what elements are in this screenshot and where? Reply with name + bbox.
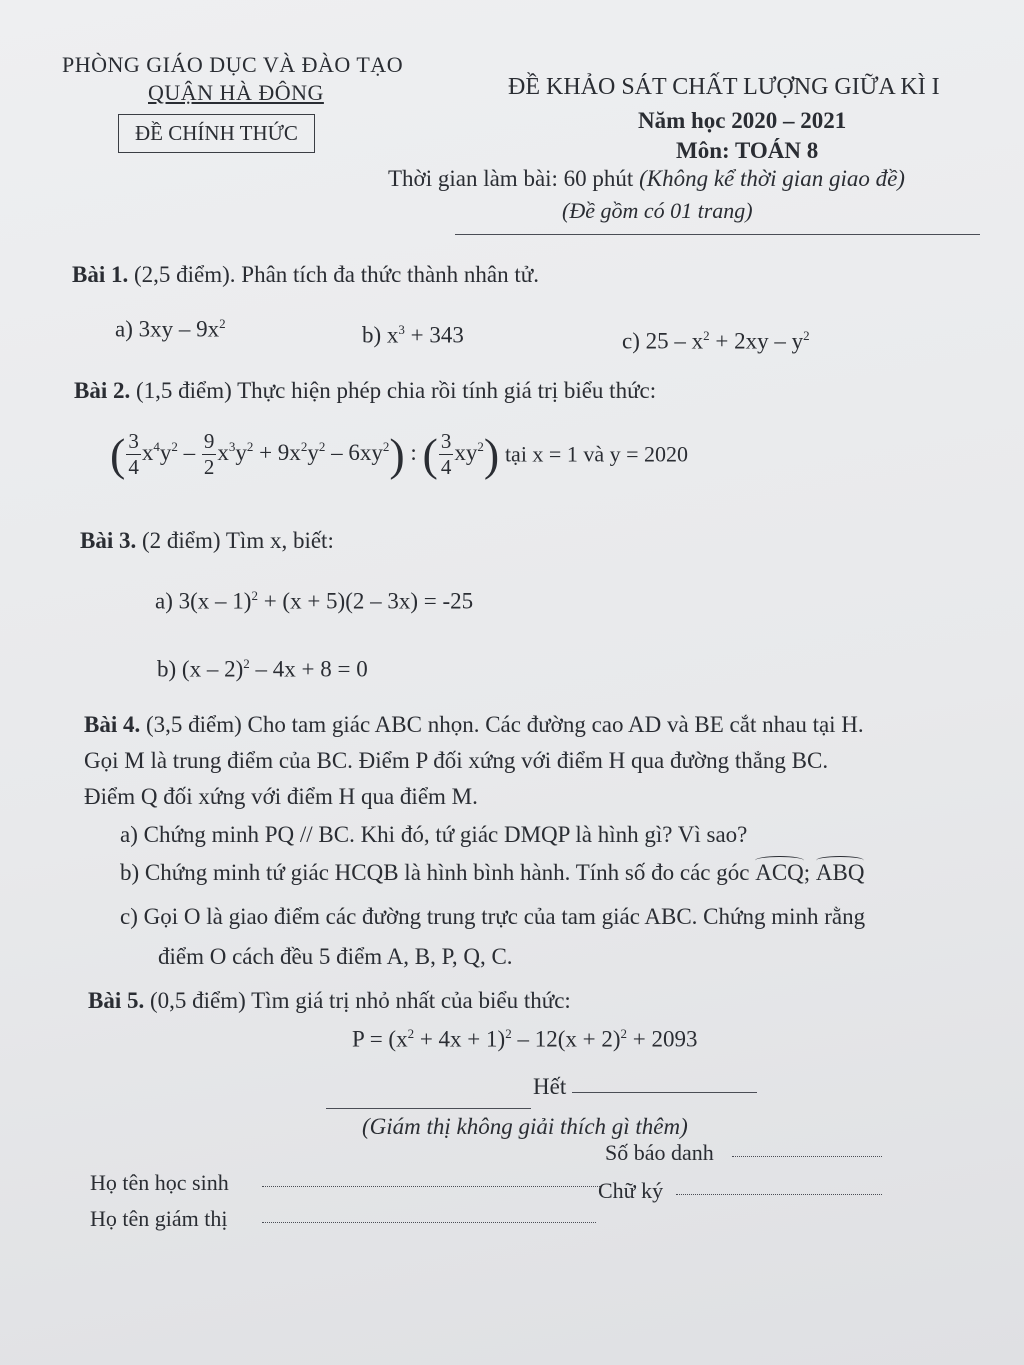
bai5-title: Bài 5.	[88, 988, 145, 1013]
bai3-b-label: b)	[157, 656, 177, 682]
header-rule	[455, 234, 980, 235]
bai5-desc: (0,5 điểm) Tìm giá trị nhỏ nhất của biểu thức:	[149, 988, 571, 1013]
candidate-no-label: Số báo danh	[605, 1140, 714, 1165]
time-note: (Không kể thời gian giao đề)	[639, 166, 905, 191]
bai3-a-label: a)	[155, 588, 173, 614]
bai4-desc-line3: Điểm Q đối xứng với điểm H qua điểm M.	[84, 784, 478, 809]
bai3-a: a) 3(x – 1)$^2$ + (x + 5)(2 – 3x) = -25	[155, 588, 474, 614]
bai1-b: b) $x^3 + 343$	[362, 322, 464, 348]
bai4-b	[120, 860, 864, 886]
time-label: Thời gian làm bài: 60 phút	[388, 166, 634, 191]
bai4-heading	[84, 712, 864, 738]
bai2-expression: ( $\frac{3}{4}$ $x^4y^2$ – $\frac{9}{2}$ $x^3y^2 + 9x^2y^2 - 6xy^2$) : ( $\frac{3}{4}$ $xy^2$) tại x = 1 và y = 2020	[110, 429, 689, 480]
bai1-a: a) $3xy - 9x^2$	[115, 316, 226, 342]
time-info	[388, 166, 905, 192]
proctor-note: (Giám thị không giải thích gì thêm)	[362, 1114, 688, 1139]
student-name-label: Họ tên học sinh	[90, 1170, 229, 1195]
angle-separator: ;	[803, 860, 811, 885]
candidate-no-field[interactable]	[732, 1156, 882, 1157]
bai3-heading	[80, 528, 334, 554]
bai1-desc: (2,5 điểm). Phân tích đa thức thành nhân tử.	[133, 262, 539, 287]
bai1-c-label: c)	[622, 328, 640, 354]
department-line2: QUẬN HÀ ĐÔNG	[148, 80, 324, 105]
school-year: Năm học 2020 – 2021	[638, 108, 847, 133]
signature-label: Chữ ký	[598, 1178, 664, 1203]
bai2-desc: (1,5 điểm) Thực hiện phép chia rồi tính giá trị biểu thức:	[135, 378, 657, 403]
bai1-c: c) $25 - x^2 + 2xy - y^2$	[622, 328, 810, 354]
department-line1: PHÒNG GIÁO DỤC VÀ ĐÀO TẠO	[62, 52, 404, 77]
bai4-title: Bài 4.	[84, 712, 141, 737]
end-rule-right	[572, 1092, 757, 1093]
bai3-desc: (2 điểm) Tìm x, biết:	[141, 528, 334, 553]
bai4-desc-line1: (3,5 điểm) Cho tam giác ABC nhọn. Các đường cao AD và BE cắt nhau tại H.	[145, 712, 864, 737]
bai1-heading	[72, 262, 539, 288]
subject: Môn: TOÁN 8	[676, 138, 819, 163]
bai1-a-label: a)	[115, 316, 133, 342]
official-label: ĐỀ CHÍNH THỨC	[118, 114, 315, 153]
proctor-name-field[interactable]	[262, 1222, 596, 1223]
bai4-b-text: b) Chứng minh tứ giác HCQB là hình bình hành. Tính số đo các góc	[120, 860, 750, 885]
bai3-b: b) (x – 2)$^2$ – 4x + 8 = 0	[157, 656, 368, 682]
pages-note: (Đề gồm có 01 trang)	[562, 198, 753, 223]
angle-abq: ABQ	[815, 860, 865, 885]
bai4-desc-line2: Gọi M là trung điểm của BC. Điểm P đối xứng với điểm H qua đường thẳng BC.	[84, 748, 829, 773]
student-name-field[interactable]	[262, 1186, 602, 1187]
bai5-expression: $P = (x^2 + 4x + 1)^2 - 12(x + 2)^2 + 2093$	[352, 1026, 698, 1052]
bai2-condition: tại x = 1 và y = 2020	[504, 441, 689, 467]
end-label: Hết	[533, 1074, 567, 1099]
bai2-title: Bài 2.	[74, 378, 131, 403]
bai4-a: a) Chứng minh PQ // BC. Khi đó, tứ giác DMQP là hình gì? Vì sao?	[120, 822, 748, 847]
bai3-title: Bài 3.	[80, 528, 137, 553]
bai4-c-line2: điểm O cách đều 5 điểm A, B, P, Q, C.	[158, 944, 513, 969]
bai1-title: Bài 1.	[72, 262, 129, 287]
angle-acq: ACQ	[755, 860, 804, 885]
exam-title: ĐỀ KHẢO SÁT CHẤT LƯỢNG GIỮA KÌ I	[508, 74, 940, 100]
bai2-heading	[74, 378, 656, 404]
end-rule-left	[326, 1108, 531, 1109]
bai1-b-label: b)	[362, 322, 382, 348]
signature-field[interactable]	[676, 1194, 882, 1195]
bai4-c-line1: c) Gọi O là giao điểm các đường trung trực của tam giác ABC. Chứng minh rằng	[120, 904, 866, 929]
bai5-heading	[88, 988, 571, 1014]
proctor-name-label: Họ tên giám thị	[90, 1206, 228, 1231]
